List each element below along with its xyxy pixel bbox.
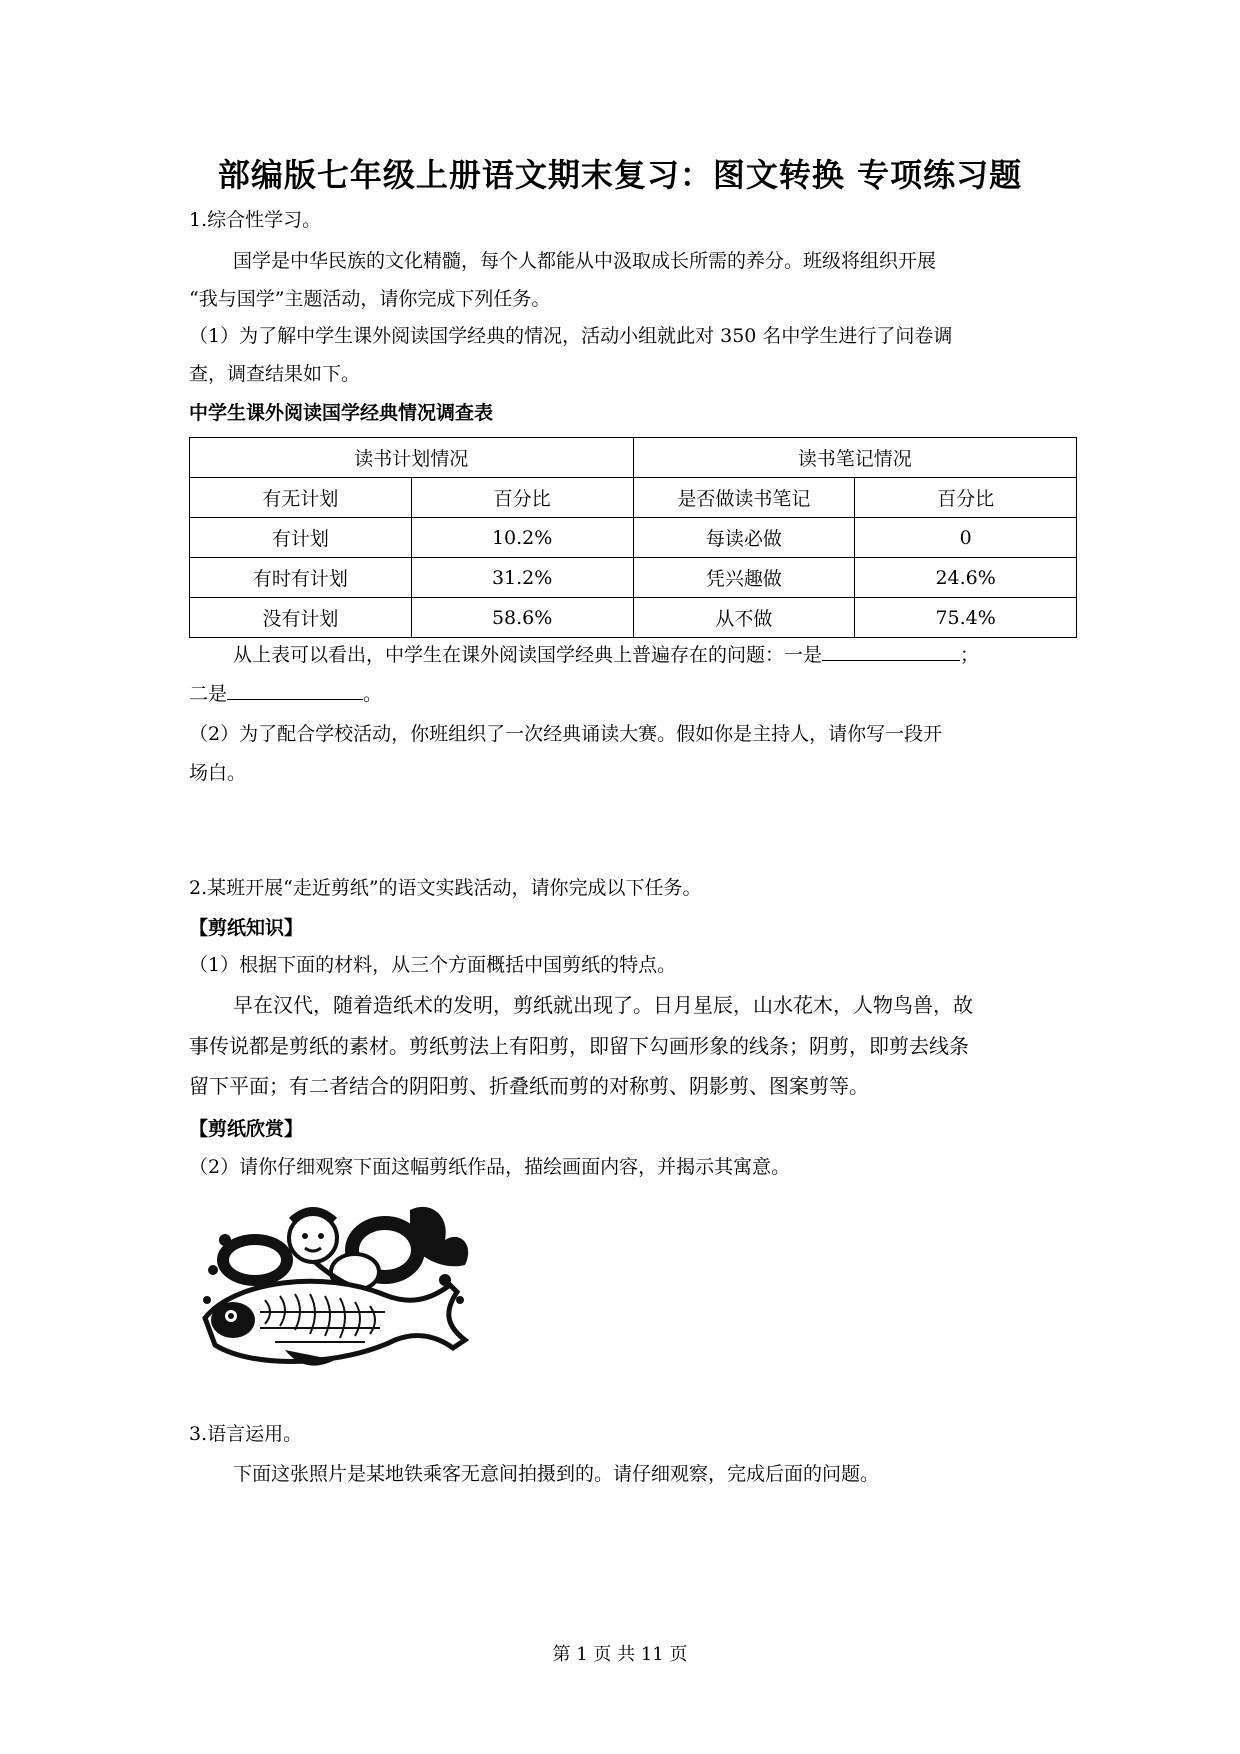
table-row xyxy=(190,518,1077,558)
papercut-image xyxy=(195,1200,485,1380)
material-line3: 留下平面；有二者结合的阴阳剪、折叠纸而剪的对称剪、阴影剪、图案剪等。 xyxy=(189,1074,869,1098)
q1-intro-line1: 国学是中华民族的文化精髓，每个人都能从中汲取成长所需的养分。班级将组织开展 xyxy=(233,250,937,272)
page-title: 部编版七年级上册语文期末复习：图文转换 专项练习题 xyxy=(217,156,1023,194)
material-line2: 事传说都是剪纸的素材。剪纸剪法上有阳剪，即留下勾画形象的线条；阴剪，即剪去线条 xyxy=(189,1034,969,1058)
table-row xyxy=(190,478,1077,518)
table-caption: 中学生课外阅读国学经典情况调查表 xyxy=(189,402,494,424)
analysis-text: 二是 xyxy=(189,683,228,705)
analysis-punct: ； xyxy=(960,644,980,666)
table-cell: 31.2% xyxy=(411,558,633,598)
q2-task2: （2）请你仔细观察下面这幅剪纸作品，描绘画面内容，并揭示其寓意。 xyxy=(189,1156,791,1178)
q1-intro-line2: “我与国学”主题活动，请你完成下列任务。 xyxy=(189,288,551,310)
survey-table xyxy=(189,437,1077,638)
q1-analysis-line2 xyxy=(189,679,1069,708)
q1-heading: 1.综合性学习。 xyxy=(189,209,322,231)
table-row xyxy=(190,558,1077,598)
q1-task1-line1: （1）为了解中学生课外阅读国学经典的情况，活动小组就此对 350 名中学生进行了问卷调 xyxy=(189,325,953,347)
table-cell: 从不做 xyxy=(633,598,855,638)
table-cell: 24.6% xyxy=(855,558,1077,598)
table-cell: 有时有计划 xyxy=(190,558,412,598)
answer-blank-2[interactable] xyxy=(227,679,363,700)
section-papercut-knowledge: 【剪纸知识】 xyxy=(189,917,304,939)
table-header-cell: 有无计划 xyxy=(190,478,412,518)
table-cell: 每读必做 xyxy=(633,518,855,558)
table-cell: 凭兴趣做 xyxy=(633,558,855,598)
table-row xyxy=(190,598,1077,638)
table-row xyxy=(190,438,1077,478)
section-papercut-appreciation: 【剪纸欣赏】 xyxy=(189,1118,304,1140)
table-cell: 0 xyxy=(855,518,1077,558)
table-cell: 75.4% xyxy=(855,598,1077,638)
q3-intro: 下面这张照片是某地铁乘客无意间拍摄到的。请仔细观察，完成后面的问题。 xyxy=(233,1463,880,1485)
table-group-header: 读书笔记情况 xyxy=(633,438,1077,478)
table-header-cell: 百分比 xyxy=(855,478,1077,518)
table-cell: 10.2% xyxy=(411,518,633,558)
page-footer: 第 1 页 共 11 页 xyxy=(552,1644,688,1665)
table-cell: 有计划 xyxy=(190,518,412,558)
table-header-cell: 是否做读书笔记 xyxy=(633,478,855,518)
table-cell: 58.6% xyxy=(411,598,633,638)
q1-task2-line1: （2）为了配合学校活动，你班组织了一次经典诵读大赛。假如你是主持人，请你写一段开 xyxy=(189,723,943,745)
table-group-header: 读书计划情况 xyxy=(190,438,634,478)
analysis-punct: 。 xyxy=(363,683,383,705)
table-cell: 没有计划 xyxy=(190,598,412,638)
answer-blank-1[interactable] xyxy=(822,640,960,661)
table-header-cell: 百分比 xyxy=(411,478,633,518)
q3-heading: 3.语言运用。 xyxy=(189,1423,303,1445)
material-line1: 早在汉代，随着造纸术的发明，剪纸就出现了。日月星辰，山水花木，人物鸟兽，故 xyxy=(233,993,973,1017)
q2-task1: （1）根据下面的材料，从三个方面概括中国剪纸的特点。 xyxy=(189,954,677,976)
q1-task1-line2: 查，调查结果如下。 xyxy=(189,363,361,385)
q2-heading: 2.某班开展“走近剪纸”的语文实践活动，请你完成以下任务。 xyxy=(189,877,702,899)
q1-analysis-line1 xyxy=(233,640,1113,669)
q1-task2-line2: 场白。 xyxy=(189,762,247,784)
analysis-text: 从上表可以看出，中学生在课外阅读国学经典上普遍存在的问题：一是 xyxy=(233,644,823,666)
